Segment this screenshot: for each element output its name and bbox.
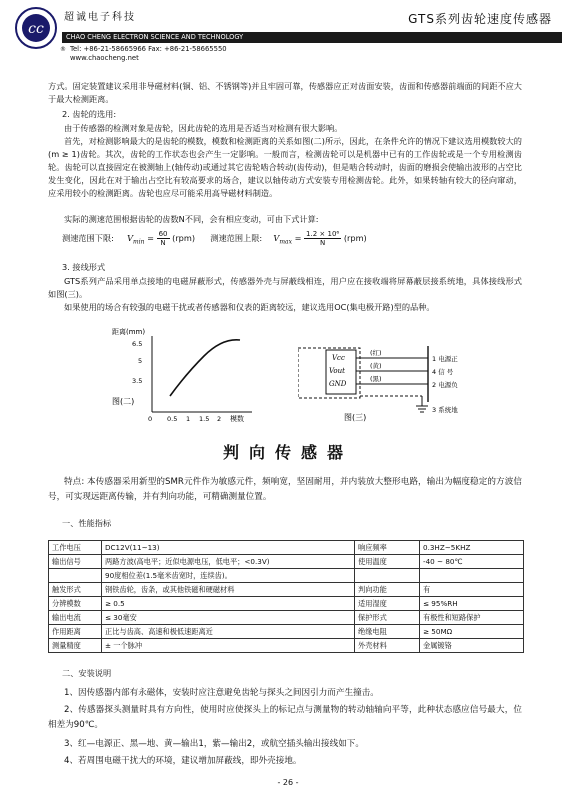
table-row	[49, 555, 524, 569]
table-cell	[355, 569, 420, 583]
table-row	[49, 569, 524, 583]
fig3-term-power-neg: 2 电源负	[432, 381, 458, 389]
paragraph-oc-type: 如果使用的场合有较强的电磁干扰或者传感器和仪表的距离较远，建议选用OC(集电极开路)型的品种。	[64, 302, 435, 312]
fraction-min: $\frac{60}{N}$	[158, 230, 168, 247]
fig3-caption: 图(三)	[344, 413, 367, 422]
table-cell: 触发形式	[49, 583, 102, 597]
table-cell: 输出电流	[49, 611, 102, 625]
fig3-term-power-pos: 1 电源正	[432, 355, 458, 363]
table-cell: 有	[420, 583, 524, 597]
spec-table	[48, 540, 524, 653]
fig2-xtick-2: 2	[217, 415, 222, 423]
table-cell: 绝缘电阻	[355, 625, 420, 639]
registered-mark: ®	[60, 46, 66, 53]
table-row	[49, 583, 524, 597]
table-cell: DC12V(11~13)	[102, 541, 355, 555]
table-cell: 作用距离	[49, 625, 102, 639]
fig3-system-ground: 3 系统地	[432, 406, 458, 414]
table-cell: 响应频率	[355, 541, 420, 555]
fig2-ytick-3.5: 3.5	[132, 377, 143, 385]
v-min-symbol: $V_{min}$	[127, 233, 145, 246]
table-cell: 测量精度	[49, 639, 102, 653]
fig2-curve	[170, 340, 240, 396]
subheading-wiring: 3. 接线形式	[62, 262, 106, 272]
fig2-xtick-0.5: 0.5	[167, 415, 178, 423]
fig3-wire-label-black: (黑)	[370, 375, 382, 383]
fig2-caption: 图(二)	[112, 397, 135, 406]
figure-2-distance-chart	[112, 326, 272, 424]
v-max-symbol: $V_{max}$	[273, 233, 292, 246]
website-link[interactable]: www.chaocheng.net	[70, 54, 139, 62]
table-cell: 输出信号	[49, 555, 102, 569]
table-cell	[49, 569, 102, 583]
table-cell: ≥ 50MΩ	[420, 625, 524, 639]
fig3-wire-label-yellow: (黄)	[370, 362, 382, 370]
table-row	[49, 597, 524, 611]
table-cell: ± 一个脉冲	[102, 639, 355, 653]
fig3-pin-vout: Vout	[329, 367, 345, 375]
subheading-gear-selection: 2. 齿轮的选用:	[62, 109, 117, 119]
table-cell: 90度相位差(1.5毫米齿宽时，连续齿)。	[102, 569, 355, 583]
paragraph-gear-details: 首先，对检测影响最大的是齿轮的模数，模数和检测距离的关系如图(二)所示，因此，在条件允许的情况下建议选用模数较大的(m ≥ 1)齿轮。其次，齿轮的工作状态也会产生一定影响。一般而言，检测齿轮可以是机器中已有的工作齿轮或是一个专用检测齿轮。齿轮可以直接固定在被测轴上(轴传动)或通过其它齿轮啮合转动(齿传动)，但是啮合转动时，齿面的磨损会使输出波形的占空比发生变化，因此在对于输出占空比有较高要求的场合，建议以轴传动方式安装专用检测齿轮。此外，如果转轴有较大的径向窜动，应采用较小的检测距离。齿轮也应尽可能采用高导磁材料制造。	[48, 136, 522, 198]
fig2-xtick-0: 0	[148, 415, 153, 423]
fraction-max: $\frac{\text{1.2 × 10⁶}}{N}$	[306, 230, 340, 247]
page-number: - 26 -	[277, 778, 299, 787]
table-cell: 分辨模数	[49, 597, 102, 611]
table-cell: 0.3HZ~5KHZ	[420, 541, 524, 555]
formula-high-label: 测速范围上限:	[210, 233, 263, 243]
table-cell: ≥ 0.5	[102, 597, 355, 611]
table-cell: 工作电压	[49, 541, 102, 555]
formula-row: 测速范围下限: $V_{min}$ = $\frac{60}{N}$ (rpm) 测速范围上限: $V_{max}$ = $\frac{\text{1.2 × 10⁶}}{N}$ (rpm)	[62, 230, 367, 247]
paragraph-speed-range: 实际的测速范围根据齿轮的齿数N不同，会有相应变动，可由下式计算:	[64, 214, 319, 224]
table-cell: ≤ 95%RH	[420, 597, 524, 611]
install-note-4: 4、若周围电磁干扰大的环境，建议增加屏蔽线，即外壳接地。	[64, 756, 302, 766]
install-heading: 二、安装说明	[62, 668, 112, 678]
formula-low-label: 测速范围下限:	[62, 233, 114, 243]
table-cell: 外壳材料	[355, 639, 420, 653]
table-cell: -40 ~ 80℃	[420, 555, 524, 569]
table-cell: 使用温度	[355, 555, 420, 569]
table-cell: ≤ 30毫安	[102, 611, 355, 625]
table-cell: 正比与齿高、高速和极低速距离近	[102, 625, 355, 639]
fig3-pin-vcc: Vcc	[332, 354, 345, 362]
table-row	[49, 625, 524, 639]
fig2-xtick-1.5: 1.5	[199, 415, 210, 423]
table-row	[49, 639, 524, 653]
table-row	[49, 611, 524, 625]
table-cell: 钢铁齿轮，齿条，或其他铁磁和硬磁材料	[102, 583, 355, 597]
table-cell: 保护形式	[355, 611, 420, 625]
paragraph-wiring: GTS系列产品采用单点接地的电磁屏蔽形式，传感器外壳与屏蔽线相连，用户应在接收端将屏幕蔽层接系统地，具体接线形式如图(三)。	[48, 276, 522, 299]
header-title: GTS系列齿轮速度传感器	[408, 12, 552, 26]
table-cell: 判向功能	[355, 583, 420, 597]
fig3-wire-label-red: (红)	[370, 349, 382, 357]
performance-heading: 一、性能指标	[62, 518, 112, 528]
fig2-y-label: 距离(mm)	[112, 328, 146, 336]
fig2-x-label: 模数	[230, 415, 244, 423]
company-logo	[14, 6, 58, 50]
table-cell: 金属镀铬	[420, 639, 524, 653]
company-name-cn: 超诚电子科技	[64, 12, 136, 23]
install-note-3: 3、红—电源正、黑—地、黄—输出1，紫—输出2，或航空插头输出接线如下。	[64, 739, 364, 749]
fig2-ytick-5: 5	[138, 357, 143, 365]
table-cell: 两路方波(高电平；近似电源电压，低电平；<0.3V)	[102, 555, 355, 569]
fig2-ytick-6.5: 6.5	[132, 340, 143, 348]
company-name-en: CHAO CHENG ELECTRON SCIENCE AND TECHNOLOGY	[62, 32, 562, 43]
figure-3-wiring-diagram	[298, 340, 528, 422]
section-intro: 特点: 本传感器采用新型的SMR元件作为敏感元件，频响宽，坚固耐用，并内装放大整形电路，输出为幅度稳定的方波信号，可实现远距离传输，并有判向功能，可精确测量位置。	[48, 477, 522, 502]
fig3-pin-gnd: GND	[329, 380, 347, 388]
contact-info	[70, 45, 227, 63]
section-title: 判向传感器	[222, 443, 353, 462]
table-cell	[420, 569, 524, 583]
paragraph-mounting: 方式。固定装置建议采用非导磁材料(铜、铝、不锈钢等)并且牢固可靠，传感器应正对齿面安装，齿面和传感器前端面的间距不应大于最大检测距离。	[48, 81, 522, 104]
table-cell: 有极性和短路保护	[420, 611, 524, 625]
table-cell: 适用湿度	[355, 597, 420, 611]
install-note-1: 1、因传感器内部有永磁体，安装时应注意避免齿轮与探头之间因引力而产生撞击。	[64, 688, 379, 698]
fig2-xtick-1: 1	[186, 415, 191, 423]
svg-text:cc: cc	[28, 21, 44, 37]
install-note-2: 2、传感器探头测量时具有方向性，使用时应使探头上的标记点与测量物的转动轴轴向平等，此种状态感应信号最大，位相差为90℃。	[48, 705, 522, 730]
table-row	[49, 541, 524, 555]
fig3-term-signal: 4 信 号	[432, 368, 454, 376]
paragraph-gear-intro: 由于传感器的检测对象是齿轮，因此齿轮的选用是否适当对检测有很大影响。	[64, 123, 343, 133]
contact-phone: Tel: +86-21-58665966 Fax: +86-21-58665550	[70, 45, 227, 53]
